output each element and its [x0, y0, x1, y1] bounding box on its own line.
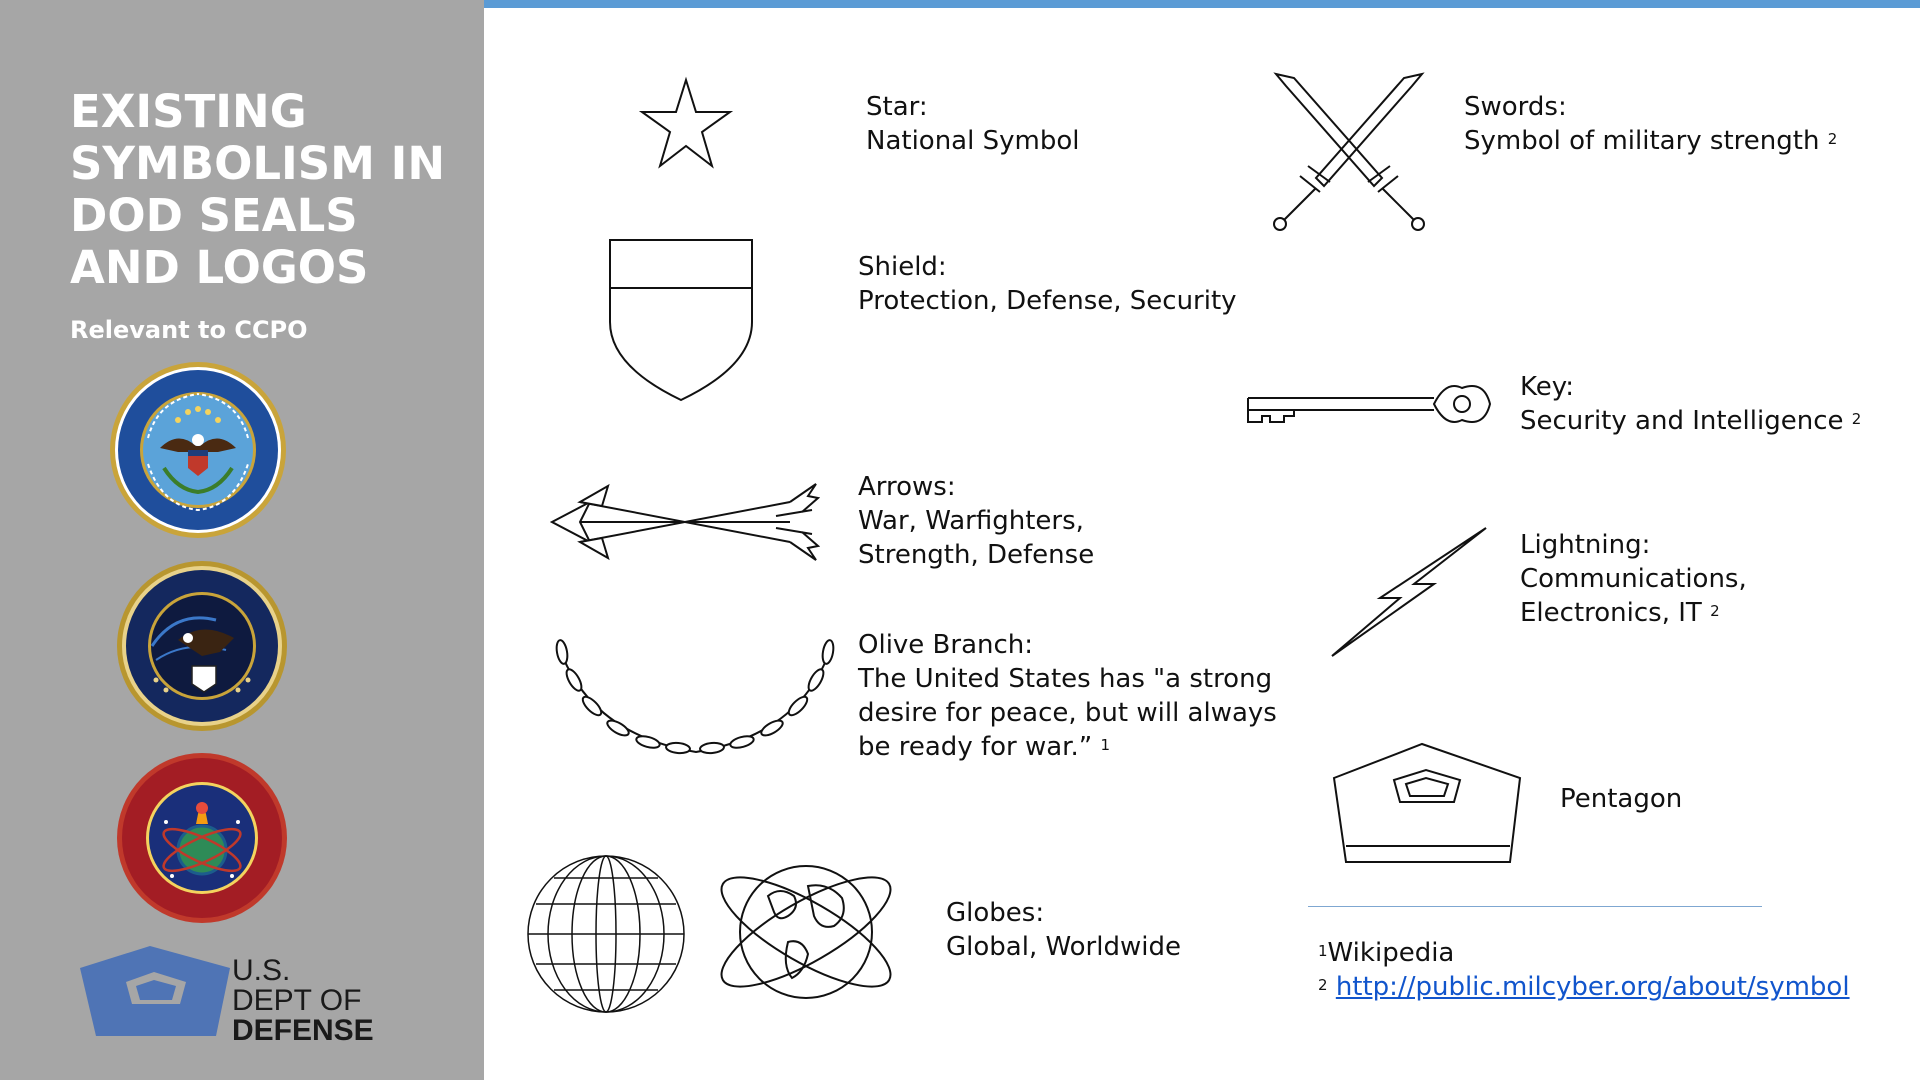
arrows-name: Arrows: [858, 472, 956, 502]
footnote-2-link[interactable]: http://public.milcyber.org/about/symbol [1335, 972, 1850, 1002]
lightning-line2: Electronics, IT [1520, 598, 1702, 628]
globes-label [946, 896, 1181, 964]
globes-meaning: Global, Worldwide [946, 932, 1181, 962]
shield-meaning: Protection, Defense, Security [858, 286, 1237, 316]
key-footnote-mark: 2 [1851, 410, 1862, 428]
sidebar [0, 0, 484, 1080]
swords-name: Swords: [1464, 92, 1567, 122]
lightning-icon [1330, 526, 1490, 658]
lightning-label [1520, 528, 1747, 630]
olive-branch-footnote-mark: 1 [1100, 736, 1111, 754]
lightning-name: Lightning: [1520, 530, 1651, 560]
key-meaning-line [1520, 404, 1861, 438]
dod-logo-line1: U.S. [232, 954, 291, 987]
star-icon [638, 76, 734, 172]
star-name: Star: [866, 92, 928, 122]
star-meaning: National Symbol [866, 126, 1080, 156]
arrows-meaning-line2: Strength, Defense [858, 540, 1095, 570]
lightning-footnote-mark: 2 [1710, 602, 1720, 620]
dod-seal-image [108, 360, 288, 540]
key-meaning: Security and Intelligence [1520, 406, 1844, 436]
pentagon-name: Pentagon [1560, 784, 1683, 814]
dia-seal-image [116, 752, 288, 924]
dod-logo-text [232, 956, 374, 1046]
footnote-1-text: Wikipedia [1327, 938, 1455, 968]
star-label [866, 90, 1079, 158]
footnote-2-mark: 2 [1318, 976, 1328, 994]
orbiting-globe-icon [708, 846, 904, 1018]
footnote-divider [1308, 906, 1762, 907]
key-name: Key: [1520, 372, 1575, 402]
olive-branch-line1: The United States has "a strong [858, 664, 1273, 694]
olive-branch-icon [548, 634, 842, 766]
dod-pentagon-logo-image [80, 946, 230, 1038]
arrows-icon [550, 462, 820, 574]
footnote-1-mark: 1 [1318, 942, 1328, 960]
swords-meaning-line [1464, 124, 1837, 158]
swords-label [1464, 90, 1837, 158]
olive-branch-label [858, 628, 1277, 764]
cyber-command-seal-image [116, 560, 288, 732]
arrows-label [858, 470, 1094, 572]
sidebar-subtitle: Relevant to CCPO [70, 316, 308, 344]
key-icon [1244, 376, 1496, 438]
shield-name: Shield: [858, 252, 947, 282]
key-label [1520, 370, 1861, 438]
lightning-line2-wrap [1520, 596, 1747, 630]
wireframe-globe-icon [524, 852, 688, 1016]
swords-meaning: Symbol of military strength [1464, 126, 1820, 156]
sidebar-title: EXISTING SYMBOLISM IN DOD SEALS AND LOGOS [70, 85, 446, 294]
arrows-meaning-line1: War, Warfighters, [858, 506, 1084, 536]
olive-branch-line3 [858, 730, 1277, 764]
olive-branch-name: Olive Branch: [858, 630, 1034, 660]
crossed-swords-icon [1264, 70, 1434, 232]
lightning-line1: Communications, [1520, 564, 1747, 594]
pentagon-icon [1330, 742, 1526, 866]
globes-name: Globes: [946, 898, 1045, 928]
shield-label [858, 250, 1237, 318]
olive-branch-line3-text: be ready for war.” [858, 732, 1093, 762]
footnote-1 [1318, 936, 1454, 970]
footnote-2 [1318, 970, 1850, 1004]
dod-logo-line2: DEPT OF [232, 984, 362, 1017]
dod-logo-line3: DEFENSE [232, 1014, 374, 1047]
olive-branch-line2: desire for peace, but will always [858, 698, 1277, 728]
pentagon-label [1560, 782, 1682, 816]
swords-footnote-mark: 2 [1827, 130, 1838, 148]
shield-icon [606, 236, 756, 404]
